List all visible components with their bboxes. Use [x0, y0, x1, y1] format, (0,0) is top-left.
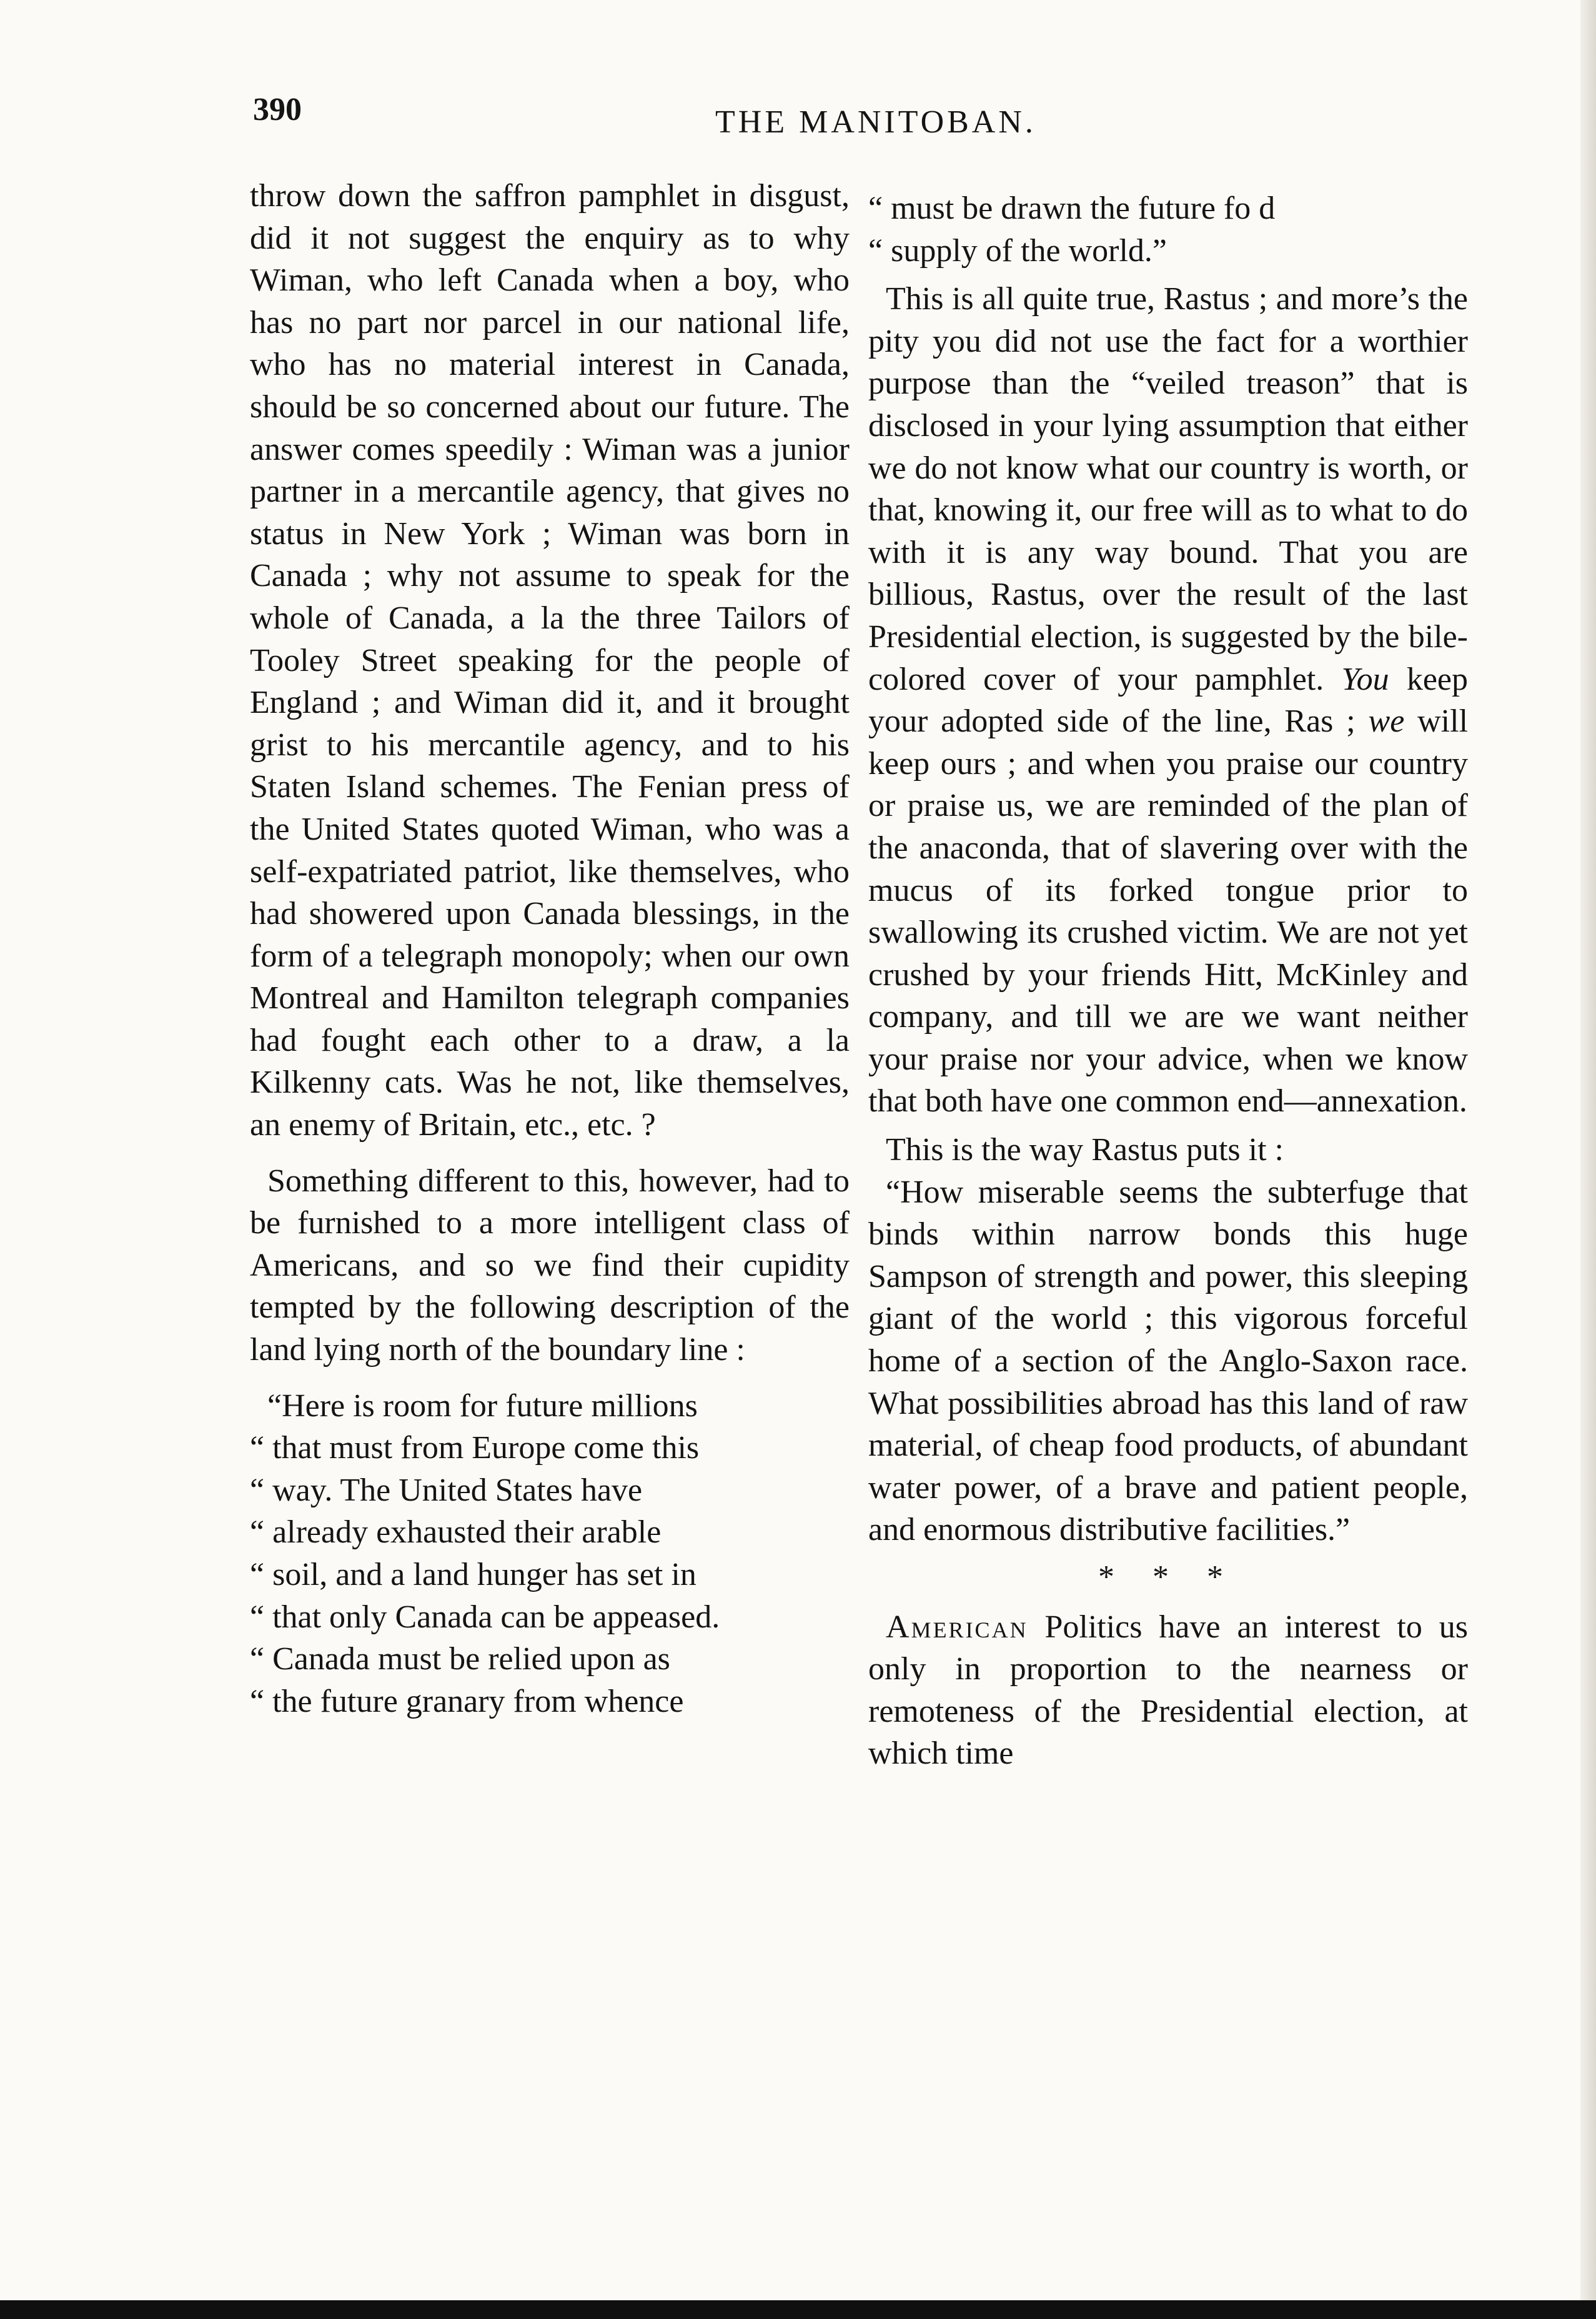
quotation-line: “ the future granary from whence — [250, 1683, 684, 1719]
quotation-block — [250, 1385, 850, 1723]
quotation-line: “ that must from Europe come this — [250, 1430, 700, 1466]
page-number: 390 — [253, 92, 302, 127]
quotation-line: “ Canada must be relied upon as — [250, 1641, 670, 1677]
running-title: THE MANITOBAN. — [715, 104, 1036, 140]
quotation-line: “ that only Canada can be appeased. — [250, 1599, 720, 1635]
paragraph — [868, 1606, 1468, 1775]
right-column — [868, 187, 1468, 1775]
page-edge-shadow — [1580, 0, 1596, 2319]
paragraph-text: This is all quite true, Rastus ; and more’s the pity you did not use the fact for a worthier purpose than the “veiled treason” that is disclosed in your lying assumption that either we do not know what our country is worth, or that, knowing it, our free will as to what to do with it is any way bound. That you are billious, Rastus, over the result of the last Presidential election, is suggested by the bile-colored cover of your pamphlet. — [868, 281, 1468, 697]
quotation-line: “ soil, and a land hunger has set in — [250, 1557, 696, 1592]
left-column — [250, 175, 850, 1722]
paragraph-text: will keep ours ; and when you praise our country or praise us, we are reminded of the plan of the anaconda, that of slavering over with the mucus of its forked tongue prior to swallowing its crushed victim. We are not yet crushed by your friends Hitt, McKinley and company, and till we are we want neither your praise nor your advice, when we know that both have one common end—annexation. — [868, 703, 1469, 1120]
quotation-line: “ way. The United States have — [250, 1472, 643, 1508]
section-divider: * * * — [1098, 1559, 1238, 1595]
quotation-line: “ supply of the world.” — [868, 232, 1167, 269]
paragraph-text: keep your adopted side of the line, Ras ; — [868, 661, 1468, 740]
paragraph: Something different to this, however, had to be furnished to a more intelligent class of Americans, and so we find their cupidity tempted by the following description of the land lying north of the boundary line : — [250, 1163, 850, 1368]
paragraph: This is the way Rastus puts it : — [886, 1132, 1284, 1168]
paragraph: throw down the saffron pamphlet in disgust, did it not suggest the enquiry as to why Wiman, who left Canada when a boy, who has no part nor parcel in our national life, who has no material interest in Canada, should be so concerned about our future. The answer comes speedily : Wiman was a junior partner in a mercantile agency, that gives no status in New York ; Wiman was born in Canada ; why not assume to speak for the whole of Canada, a la the three Tailors of Tooley Street speaking for the people of England ; and Wiman did it, and it brought grist to his mercantile agency, and to his Staten Island schemes. The Fenian press of the United States quoted Wiman, who was a self-expatriated patriot, like themselves, who had showered upon Canada blessings, in the form of a telegraph monopoly; when our own Montreal and Hamilton telegraph companies had fought each other to a draw, a la Kilkenny cats. Was he not, like themselves, an enemy of Britain, etc., etc. ? — [250, 178, 850, 1143]
quotation-line: “ already exhausted their arable — [250, 1514, 662, 1551]
paragraph-text: Politics have an interest to us only in proportion to the nearness or remoteness of the Presidential election, at which time — [868, 1609, 1468, 1772]
quotation-line: “Here is room for future millions — [267, 1388, 698, 1424]
small-caps-lead: American — [886, 1609, 1028, 1645]
bottom-scan-border — [0, 2300, 1596, 2319]
quotation-line: “ must be drawn the future fo d — [868, 191, 1276, 226]
emphasis: we — [1368, 703, 1405, 740]
paragraph: “How miserable seems the subterfuge that binds within narrow bonds this huge Sampson of strength and power, this sleeping giant of the world ; this vigorous forceful home of a section of the Anglo-Saxon race. What possibilities abroad has this land of raw material, of cheap food products, of abundant water power, of a brave and patient people, and enormous distributive facilities.” — [868, 1174, 1468, 1548]
paragraph — [868, 278, 1468, 1123]
emphasis: You — [1341, 661, 1389, 697]
